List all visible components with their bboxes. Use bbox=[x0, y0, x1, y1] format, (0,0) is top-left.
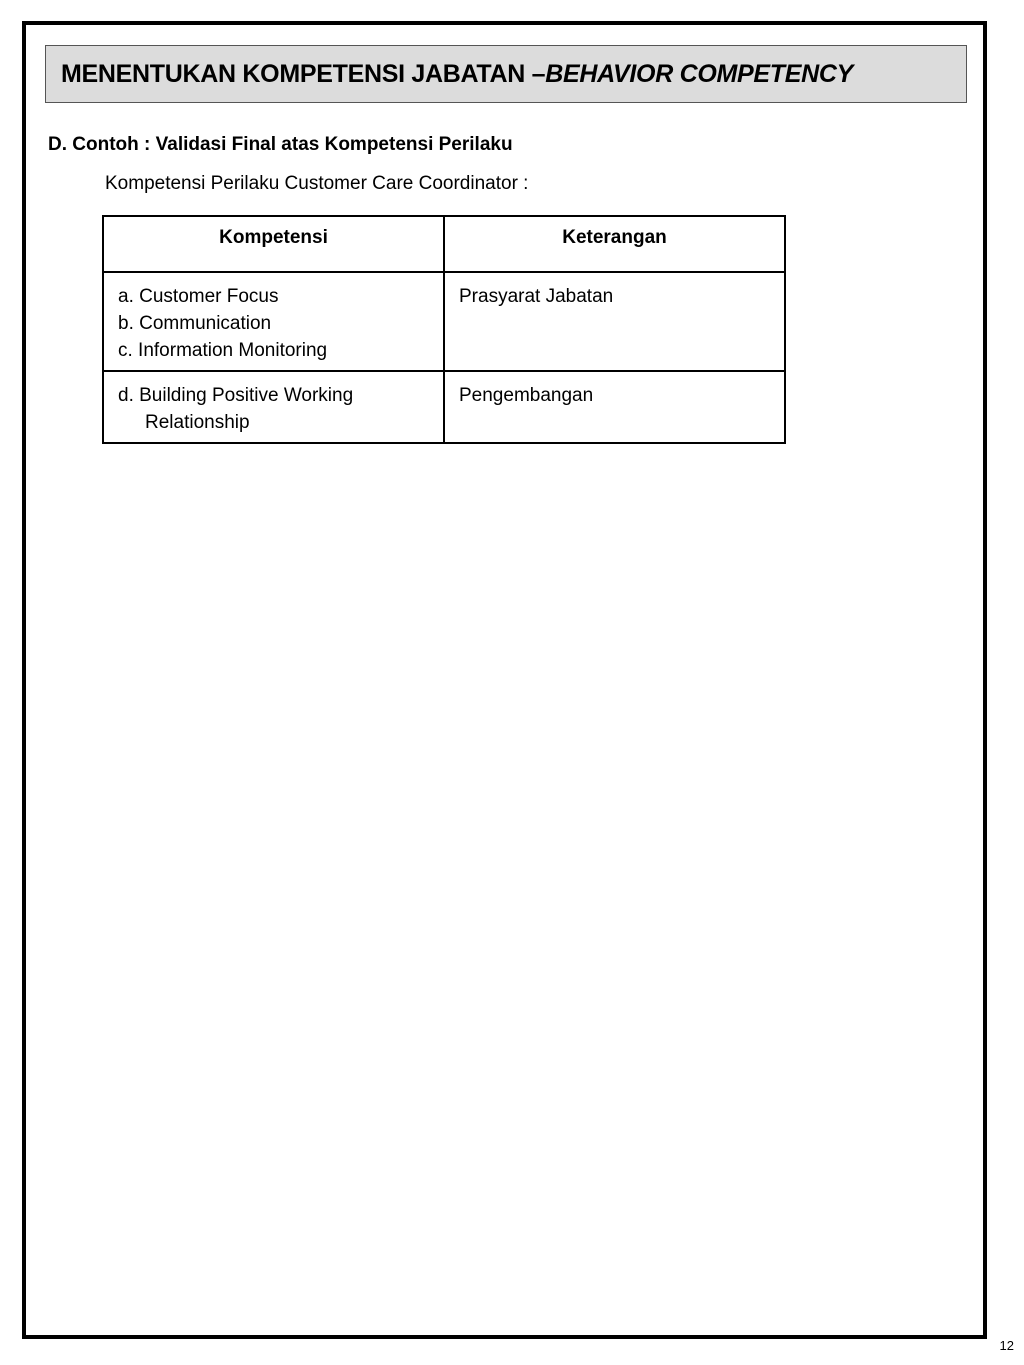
table-row bbox=[103, 272, 785, 371]
competency-item: c. Information Monitoring bbox=[118, 340, 328, 361]
page-title bbox=[45, 45, 967, 103]
competency-cell bbox=[103, 272, 444, 371]
table-header-row bbox=[103, 216, 785, 272]
competency-item: a. Customer Focus bbox=[118, 286, 279, 307]
section-heading: D. Contoh : Validasi Final atas Kompetensi Perilaku bbox=[48, 134, 513, 155]
competency-table bbox=[102, 215, 786, 444]
competency-item: d. Building Positive Working bbox=[118, 385, 354, 406]
competency-cell bbox=[103, 371, 444, 443]
table-row bbox=[103, 371, 785, 443]
note-cell: Pengembangan bbox=[444, 371, 785, 443]
competency-item-continuation: Relationship bbox=[145, 412, 250, 433]
title-main: MENENTUKAN KOMPETENSI JABATAN – bbox=[61, 59, 546, 88]
intro-text: Kompetensi Perilaku Customer Care Coordinator : bbox=[105, 173, 529, 194]
column-header-kompetensi: Kompetensi bbox=[103, 216, 444, 272]
competency-item: b. Communication bbox=[118, 313, 272, 334]
page-number: 12 bbox=[999, 1338, 1014, 1353]
title-emphasis: BEHAVIOR COMPETENCY bbox=[545, 59, 854, 88]
column-header-keterangan: Keterangan bbox=[444, 216, 785, 272]
note-cell: Prasyarat Jabatan bbox=[444, 272, 785, 371]
